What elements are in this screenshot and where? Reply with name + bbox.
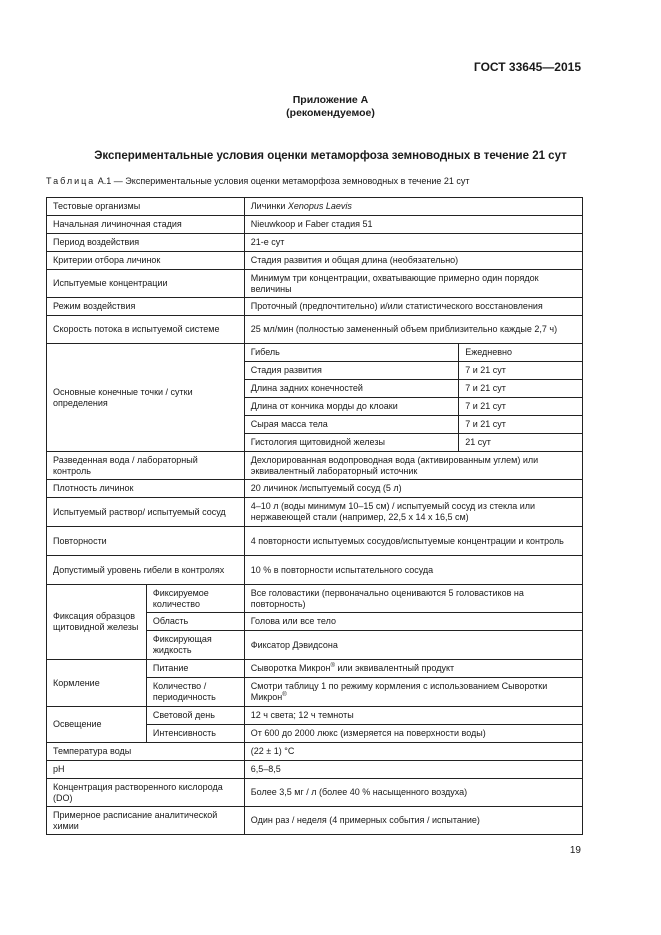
row-label: Разведенная вода / лабораторный контроль [47, 452, 245, 480]
value-text: Смотри таблицу 1 по режиму кормления с использованием Сыворотки Микрон [250, 681, 548, 702]
fixation-param: Область [146, 613, 244, 631]
row-value: 4–10 л (воды минимум 10–15 см) / испытуемый сосуд из стекла или нержавеющей стали (например, 22,5 x 14 x 16,5 см) [244, 498, 582, 527]
endpoints-label: Основные конечные точки / сутки определения [47, 344, 245, 452]
row-label: Тестовые организмы [47, 198, 245, 216]
endpoint-days: 7 и 21 сут [459, 416, 583, 434]
table-row [47, 707, 583, 725]
row-value: 25 мл/мин (полностью замененный объем приблизительно каждые 2,7 ч) [244, 316, 582, 344]
table-row [47, 807, 583, 835]
row-value: Минимум три концентрации, охватывающие примерно один порядок величины [244, 270, 582, 298]
row-label: Начальная личиночная стадия [47, 216, 245, 234]
table-row [47, 216, 583, 234]
table-row [47, 527, 583, 556]
table-row [47, 585, 583, 613]
row-value [244, 198, 582, 216]
row-label: Повторности [47, 527, 245, 556]
lighting-param: Интенсивность [146, 725, 244, 743]
document-id: ГОСТ 33645—2015 [473, 60, 581, 74]
value-text: Сыворотка Микрон [250, 663, 331, 673]
row-label: Период воздействия [47, 234, 245, 252]
fixation-label: Фиксация образцов щитовидной железы [47, 585, 147, 660]
row-value: Стадия развития и общая длина (необязательно) [244, 252, 582, 270]
feeding-param: Количество / периодичность [146, 678, 244, 707]
appendix-heading [0, 94, 661, 120]
section-heading: Экспериментальные условия оценки метаморфоза земноводных в течение 21 сут [94, 150, 567, 162]
row-value: 21-е сут [244, 234, 582, 252]
row-label: Режим воздействия [47, 298, 245, 316]
row-label: pH [47, 761, 245, 779]
table-row [47, 660, 583, 678]
table-row [47, 270, 583, 298]
row-value: Дехлорированная водопроводная вода (активированным углем) или эквивалентный лабораторный источник [244, 452, 582, 480]
row-value: Проточный (предпочтительно) и/или статистического восстановления [244, 298, 582, 316]
row-label: Концентрация растворенного кислорода (DO) [47, 779, 245, 807]
row-value: 10 % в повторности испытательного сосуда [244, 556, 582, 585]
table-row [47, 498, 583, 527]
endpoint-name: Гибель [244, 344, 458, 362]
table-row [47, 198, 583, 216]
row-value: 4 повторности испытуемых сосудов/испытуемые концентрации и контроль [244, 527, 582, 556]
table-caption-text: А.1 — Экспериментальные условия оценки метаморфоза земноводных в течение 21 сут [95, 176, 470, 186]
row-value: Nieuwkoop и Faber стадия 51 [244, 216, 582, 234]
table-row [47, 452, 583, 480]
fixation-param: Фиксирующая жидкость [146, 631, 244, 660]
row-label: Температура воды [47, 743, 245, 761]
appendix-subtitle: (рекомендуемое) [286, 107, 375, 119]
fixation-value: Голова или все тело [244, 613, 582, 631]
row-label: Плотность личинок [47, 480, 245, 498]
fixation-value: Все головастики (первоначально оцениваются 5 головастиков на повторность) [244, 585, 582, 613]
lighting-label: Освещение [47, 707, 147, 743]
endpoint-days: Ежедневно [459, 344, 583, 362]
table-row [47, 234, 583, 252]
table-row [47, 298, 583, 316]
value-text: или эквивалентный продукт [334, 663, 455, 673]
registered-mark: ® [282, 692, 287, 698]
endpoint-name: Стадия развития [244, 362, 458, 380]
fixation-value: Фиксатор Дэвидсона [244, 631, 582, 660]
endpoint-days: 7 и 21 сут [459, 398, 583, 416]
species-name: Xenopus Laevis [287, 201, 352, 211]
endpoint-days: 7 и 21 сут [459, 362, 583, 380]
table-row [47, 480, 583, 498]
row-value: (22 ± 1) °С [244, 743, 582, 761]
feeding-value [244, 660, 582, 678]
endpoint-days: 7 и 21 сут [459, 380, 583, 398]
row-label: Испытуемый раствор/ испытуемый сосуд [47, 498, 245, 527]
row-label: Скорость потока в испытуемой системе [47, 316, 245, 344]
table-caption-prefix: Таблица [46, 176, 96, 186]
row-value: Один раз / неделя (4 примерных события / испытание) [244, 807, 582, 835]
table-row [47, 761, 583, 779]
feeding-label: Кормление [47, 660, 147, 707]
fixation-param: Фиксируемое количество [146, 585, 244, 613]
endpoint-name: Сырая масса тела [244, 416, 458, 434]
lighting-param: Световой день [146, 707, 244, 725]
feeding-param: Питание [146, 660, 244, 678]
endpoint-name: Длина от кончика морды до клоаки [244, 398, 458, 416]
feeding-value [244, 678, 582, 707]
lighting-value: От 600 до 2000 люкс (измеряется на поверхности воды) [244, 725, 582, 743]
row-value: Более 3,5 мг / л (более 40 % насыщенного воздуха) [244, 779, 582, 807]
row-value: 20 личинок /испытуемый сосуд (5 л) [244, 480, 582, 498]
row-label: Примерное расписание аналитической химии [47, 807, 245, 835]
endpoint-days: 21 сут [459, 434, 583, 452]
page-number: 19 [569, 845, 581, 856]
row-label: Критерии отбора личинок [47, 252, 245, 270]
table-row [47, 556, 583, 585]
table-caption [46, 176, 470, 186]
row-value: 6,5–8,5 [244, 761, 582, 779]
endpoint-name: Длина задних конечностей [244, 380, 458, 398]
table-row [47, 252, 583, 270]
table-row [47, 779, 583, 807]
table-row [47, 743, 583, 761]
appendix-title: Приложение А [292, 94, 369, 106]
value-text: Личинки [250, 201, 288, 211]
registered-mark: ® [330, 663, 335, 669]
conditions-table [46, 197, 583, 835]
row-label: Допустимый уровень гибели в контролях [47, 556, 245, 585]
row-label: Испытуемые концентрации [47, 270, 245, 298]
lighting-value: 12 ч света; 12 ч темноты [244, 707, 582, 725]
table-row [47, 316, 583, 344]
table-row [47, 344, 583, 362]
endpoint-name: Гистология щитовидной железы [244, 434, 458, 452]
